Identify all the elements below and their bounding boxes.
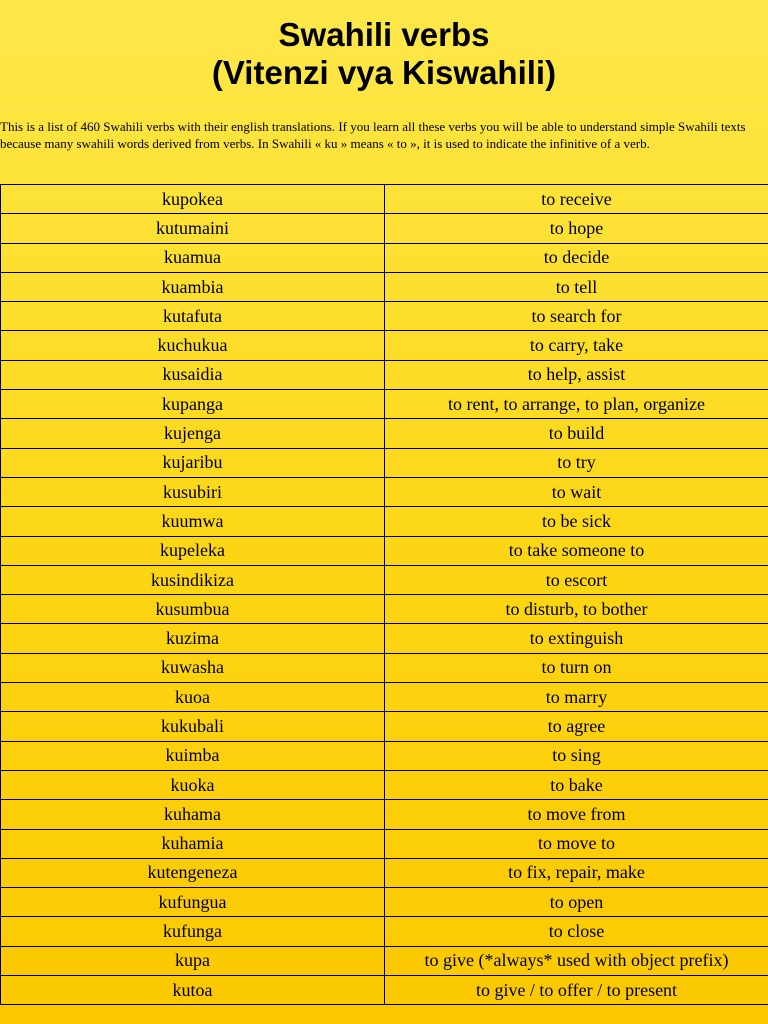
- swahili-verb-cell: kufungua: [1, 888, 385, 917]
- table-row: [1, 243, 768, 272]
- table-row: [1, 477, 768, 506]
- verbs-table-body: [1, 185, 768, 1005]
- title-line-2: (Vitenzi vya Kiswahili): [211, 54, 557, 91]
- english-translation-cell: to move from: [385, 800, 768, 829]
- english-translation-cell: to rent, to arrange, to plan, organize: [385, 390, 768, 419]
- table-row: [1, 888, 768, 917]
- swahili-verb-cell: kuumwa: [1, 507, 385, 536]
- english-translation-cell: to disturb, to bother: [385, 595, 768, 624]
- english-translation-cell: to search for: [385, 302, 768, 331]
- english-translation-cell: to agree: [385, 712, 768, 741]
- swahili-verb-cell: kupanga: [1, 390, 385, 419]
- table-row: [1, 565, 768, 594]
- swahili-verb-cell: kutengeneza: [1, 858, 385, 887]
- table-row: [1, 360, 768, 389]
- english-translation-cell: to hope: [385, 214, 768, 243]
- swahili-verb-cell: kuamua: [1, 243, 385, 272]
- table-row: [1, 419, 768, 448]
- table-row: [1, 800, 768, 829]
- english-translation-cell: to take someone to: [385, 536, 768, 565]
- english-translation-cell: to turn on: [385, 653, 768, 682]
- swahili-verb-cell: kuwasha: [1, 653, 385, 682]
- swahili-verb-cell: kujenga: [1, 419, 385, 448]
- english-translation-cell: to marry: [385, 683, 768, 712]
- table-row: [1, 390, 768, 419]
- english-translation-cell: to decide: [385, 243, 768, 272]
- swahili-verb-cell: kutumaini: [1, 214, 385, 243]
- table-row: [1, 917, 768, 946]
- swahili-verb-cell: kutoa: [1, 976, 385, 1005]
- english-translation-cell: to build: [385, 419, 768, 448]
- english-translation-cell: to extinguish: [385, 624, 768, 653]
- english-translation-cell: to move to: [385, 829, 768, 858]
- table-row: [1, 829, 768, 858]
- table-row: [1, 624, 768, 653]
- table-row: [1, 272, 768, 301]
- english-translation-cell: to receive: [385, 185, 768, 214]
- table-row: [1, 770, 768, 799]
- table-row: [1, 712, 768, 741]
- english-translation-cell: to be sick: [385, 507, 768, 536]
- swahili-verb-cell: kusubiri: [1, 477, 385, 506]
- english-translation-cell: to escort: [385, 565, 768, 594]
- table-row: [1, 976, 768, 1005]
- verbs-table: [0, 184, 768, 1005]
- swahili-verb-cell: kuhama: [1, 800, 385, 829]
- swahili-verb-cell: kuchukua: [1, 331, 385, 360]
- table-row: [1, 331, 768, 360]
- swahili-verb-cell: kusumbua: [1, 595, 385, 624]
- english-translation-cell: to try: [385, 448, 768, 477]
- english-translation-cell: to open: [385, 888, 768, 917]
- table-row: [1, 214, 768, 243]
- table-row: [1, 448, 768, 477]
- swahili-verb-cell: kuzima: [1, 624, 385, 653]
- intro-paragraph: This is a list of 460 Swahili verbs with their english translations. If you learn all these verbs you will be able to understand simple Swahili texts because many swahili words derived from verbs. In Swahili « ku » means « to », it is used to indicate the infinitive of a verb.: [0, 119, 746, 151]
- swahili-verb-cell: kusindikiza: [1, 565, 385, 594]
- title-line-1: Swahili verbs: [278, 16, 490, 53]
- english-translation-cell: to tell: [385, 272, 768, 301]
- swahili-verb-cell: kukubali: [1, 712, 385, 741]
- english-translation-cell: to bake: [385, 770, 768, 799]
- table-row: [1, 653, 768, 682]
- swahili-verb-cell: kuhamia: [1, 829, 385, 858]
- english-translation-cell: to sing: [385, 741, 768, 770]
- swahili-verb-cell: kupokea: [1, 185, 385, 214]
- table-row: [1, 741, 768, 770]
- english-translation-cell: to give / to offer / to present: [385, 976, 768, 1005]
- english-translation-cell: to wait: [385, 477, 768, 506]
- table-row: [1, 595, 768, 624]
- table-row: [1, 683, 768, 712]
- swahili-verb-cell: kutafuta: [1, 302, 385, 331]
- swahili-verb-cell: kupa: [1, 946, 385, 975]
- swahili-verb-cell: kuoa: [1, 683, 385, 712]
- swahili-verb-cell: kusaidia: [1, 360, 385, 389]
- table-row: [1, 536, 768, 565]
- table-row: [1, 507, 768, 536]
- swahili-verb-cell: kuimba: [1, 741, 385, 770]
- swahili-verb-cell: kuoka: [1, 770, 385, 799]
- english-translation-cell: to close: [385, 917, 768, 946]
- swahili-verb-cell: kupeleka: [1, 536, 385, 565]
- english-translation-cell: to give (*always* used with object prefix): [385, 946, 768, 975]
- english-translation-cell: to fix, repair, make: [385, 858, 768, 887]
- english-translation-cell: to help, assist: [385, 360, 768, 389]
- page-title: [0, 16, 768, 92]
- swahili-verb-cell: kujaribu: [1, 448, 385, 477]
- table-row: [1, 858, 768, 887]
- swahili-verb-cell: kuambia: [1, 272, 385, 301]
- table-row: [1, 302, 768, 331]
- table-row: [1, 946, 768, 975]
- swahili-verb-cell: kufunga: [1, 917, 385, 946]
- english-translation-cell: to carry, take: [385, 331, 768, 360]
- table-row: [1, 185, 768, 214]
